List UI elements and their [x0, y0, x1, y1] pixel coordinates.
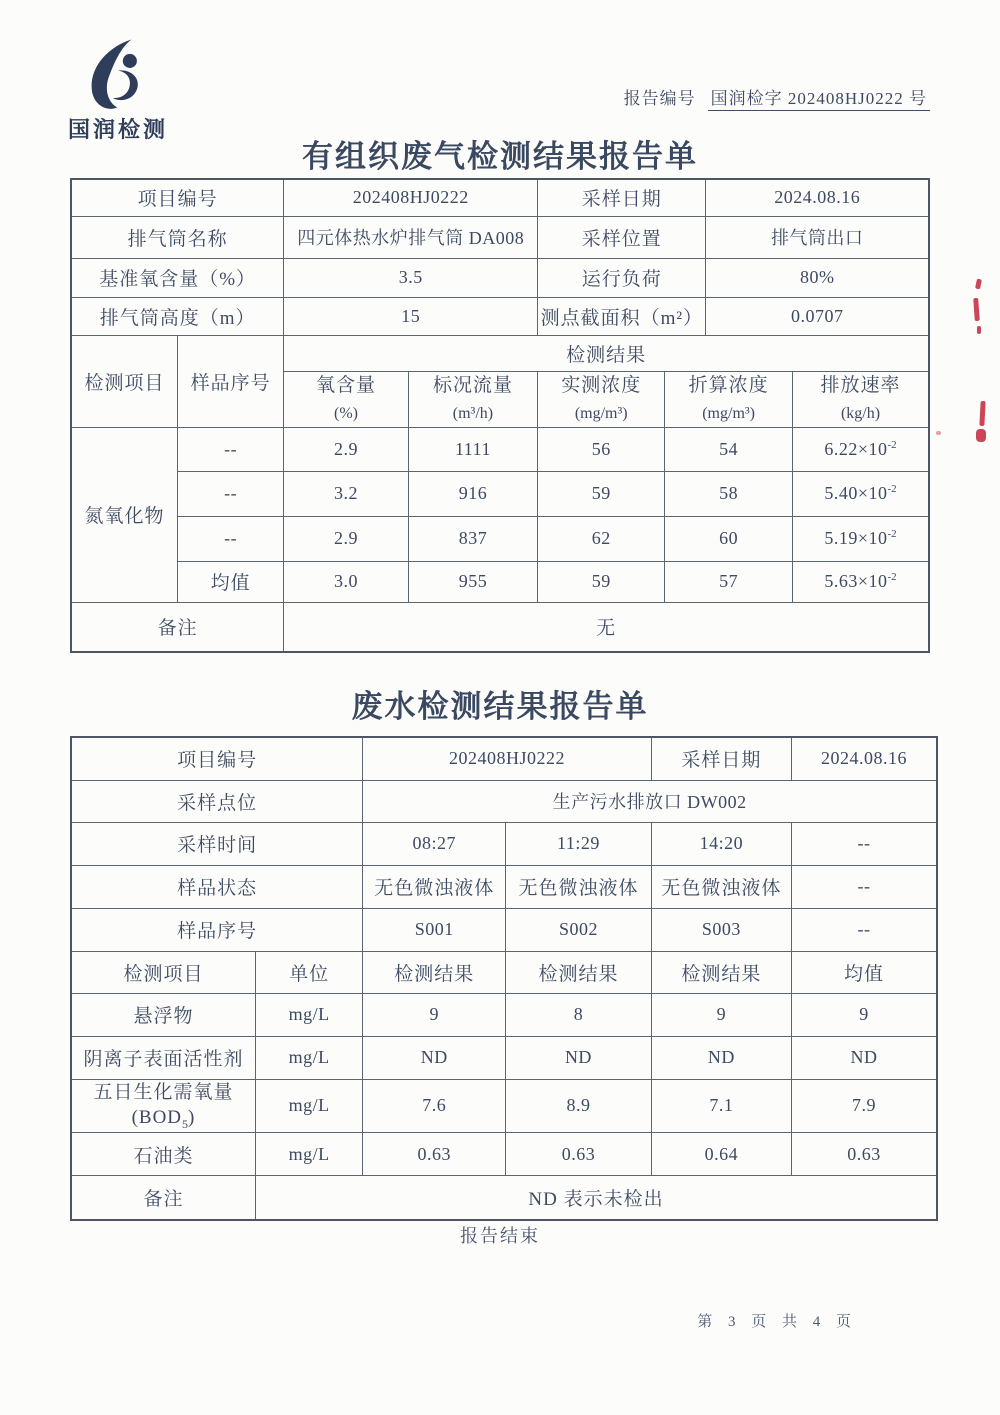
stamp-fragment: [936, 431, 941, 435]
param-unit: mg/L: [255, 1036, 362, 1079]
value-sample-date: 2024.08.16: [706, 179, 929, 216]
flow-value: 955: [408, 561, 538, 602]
report-number-label: 报告编号: [623, 89, 696, 108]
value-section-area: 0.0707: [706, 297, 929, 335]
oxygen-value: 3.0: [284, 561, 408, 602]
report-number-line: [624, 84, 930, 109]
table-row: [71, 1036, 937, 1079]
param-name: 阴离子表面活性剂: [71, 1036, 255, 1079]
sample-no: --: [177, 516, 283, 561]
bod-post: ): [188, 1107, 196, 1129]
oxygen-value: 2.9: [284, 427, 408, 471]
sample-no: S002: [506, 908, 651, 951]
result-value: 9: [363, 993, 506, 1036]
measured-value: 62: [538, 516, 665, 561]
param-name-line1: 五日生化需氧量: [93, 1081, 234, 1103]
sample-state: --: [791, 865, 937, 908]
label-sample-date: 采样日期: [651, 737, 791, 780]
col-header-result: 检测结果: [651, 951, 791, 993]
table-row: [71, 297, 929, 335]
rate-exponent: -2: [887, 483, 897, 495]
result-value: 0.64: [651, 1133, 791, 1176]
label-project-no: 项目编号: [71, 737, 363, 780]
mean-value: 0.63: [791, 1133, 937, 1176]
label-operating-load: 运行负荷: [538, 258, 706, 297]
col-header-rate: [793, 371, 929, 427]
result-value: ND: [651, 1036, 791, 1079]
param-name: [71, 1079, 255, 1133]
sample-state: 无色微浊液体: [363, 865, 506, 908]
oxygen-value: 3.2: [284, 471, 408, 516]
stamp-fragment: [975, 279, 982, 290]
flow-value: 916: [408, 471, 538, 516]
remark-value: 无: [284, 602, 929, 652]
mean-value: 9: [791, 993, 937, 1036]
report-end-text: 报告结束: [460, 1226, 540, 1246]
col-header-converted-name: 折算浓度: [688, 375, 769, 397]
stamp-fragment: [973, 298, 980, 321]
col-header-flow-unit: (m³/h): [452, 405, 494, 423]
rate-exponent: -2: [887, 438, 897, 451]
sample-state: 无色微浊液体: [506, 865, 651, 908]
converted-value: 57: [665, 561, 793, 602]
table-row: [71, 737, 937, 780]
mean-value: ND: [791, 1036, 937, 1079]
table-row: [71, 471, 929, 516]
col-header-result: 检测结果: [363, 951, 506, 993]
col-header-unit: 单位: [255, 951, 362, 993]
rate-value: [793, 427, 929, 471]
col-header-converted: [665, 371, 793, 427]
col-header-item: 检测项目: [71, 335, 177, 427]
table-row: [71, 865, 937, 908]
col-header-oxygen-unit: (%): [333, 405, 358, 423]
value-stack-height: 15: [284, 297, 538, 335]
param-unit: mg/L: [255, 993, 362, 1036]
flow-value: 837: [408, 516, 538, 561]
oxygen-value: 2.9: [284, 516, 408, 561]
value-stack-name: 四元体热水炉排气筒 DA008: [284, 216, 538, 258]
param-name-line2: [74, 1105, 253, 1132]
col-header-measured-name: 实测浓度: [561, 375, 642, 397]
table-row: [71, 1079, 937, 1133]
result-value: 8.9: [506, 1079, 651, 1133]
page-number: 第 3 页 共 4 页: [697, 1314, 857, 1330]
bod-subscript: 5: [182, 1116, 189, 1131]
sample-no-mean: 均值: [177, 561, 283, 602]
value-baseline-oxygen: 3.5: [284, 258, 538, 297]
result-value: ND: [363, 1036, 506, 1079]
result-value: 0.63: [363, 1133, 506, 1176]
col-header-converted-unit: (mg/m³): [702, 405, 756, 423]
result-value: 7.6: [363, 1079, 506, 1133]
col-header-rate-name: 排放速率: [820, 375, 901, 397]
sampling-time: 11:29: [506, 822, 651, 865]
converted-value: 60: [665, 516, 793, 561]
result-value: 9: [651, 993, 791, 1036]
water-report-table: [70, 736, 938, 1221]
table-row: [71, 427, 929, 471]
water-report-title: 废水检测结果报告单: [351, 689, 649, 724]
col-header-flow-name: 标况流量: [432, 375, 513, 397]
result-value: 8: [506, 993, 651, 1036]
sample-no: S001: [363, 908, 506, 951]
pollutant-name: 氮氧化物: [71, 427, 177, 602]
table-row: [71, 335, 929, 371]
gas-report-table: [70, 178, 930, 653]
report-number-value: 国润检字 202408HJ0222 号: [708, 89, 930, 111]
value-project-no: 202408HJ0222: [363, 737, 651, 780]
value-sample-position: 排气筒出口: [706, 216, 929, 258]
label-sampling-time: 采样时间: [71, 822, 363, 865]
rate-base: 6.22×10: [824, 438, 888, 459]
label-sample-date: 采样日期: [538, 179, 706, 216]
remark-value: ND 表示未检出: [255, 1176, 937, 1220]
value-sampling-point: 生产污水排放口 DW002: [363, 780, 937, 822]
gas-report-title: 有组织废气检测结果报告单: [302, 139, 698, 174]
rate-value: [793, 471, 929, 516]
rate-exponent: -2: [887, 571, 897, 583]
rate-base: 5.63×10: [824, 571, 888, 591]
label-stack-name: 排气筒名称: [71, 216, 284, 258]
value-operating-load: 80%: [706, 258, 929, 297]
label-sample-state: 样品状态: [71, 865, 363, 908]
measured-value: 59: [538, 471, 665, 516]
sampling-time: 14:20: [651, 822, 791, 865]
logo-swoosh-icon: [74, 38, 162, 112]
table-row: [71, 993, 937, 1036]
table-row: [71, 822, 937, 865]
col-header-item: 检测项目: [71, 951, 255, 993]
sample-state: 无色微浊液体: [651, 865, 791, 908]
table-row: [71, 561, 929, 602]
param-name: 石油类: [71, 1133, 255, 1176]
col-header-flow: [408, 371, 538, 427]
col-header-measured-unit: (mg/m³): [574, 405, 628, 423]
label-baseline-oxygen: 基准氧含量（%）: [71, 258, 284, 297]
table-row: [71, 516, 929, 561]
table-row: [71, 1133, 937, 1176]
table-row: [71, 258, 929, 297]
label-sampling-point: 采样点位: [71, 780, 363, 822]
sample-no: S003: [651, 908, 791, 951]
table-row: [71, 602, 929, 652]
table-row: [71, 1176, 937, 1220]
value-sample-date: 2024.08.16: [791, 737, 937, 780]
table-row: [71, 179, 929, 216]
converted-value: 58: [665, 471, 793, 516]
sampling-time: 08:27: [363, 822, 506, 865]
result-value: 7.1: [651, 1079, 791, 1133]
sample-no: --: [177, 427, 283, 471]
table-row: [71, 216, 929, 258]
col-header-measured: [538, 371, 665, 427]
label-stack-height: 排气筒高度（m）: [71, 297, 284, 335]
col-header-mean: 均值: [791, 951, 937, 993]
param-unit: mg/L: [255, 1133, 362, 1176]
table-row: [71, 908, 937, 951]
result-value: 0.63: [506, 1133, 651, 1176]
param-name: 悬浮物: [71, 993, 255, 1036]
value-project-no: 202408HJ0222: [284, 179, 538, 216]
label-project-no: 项目编号: [71, 179, 284, 216]
stamp-fragment: [977, 326, 981, 334]
converted-value: 54: [665, 427, 793, 471]
stamp-fragment: [979, 401, 985, 426]
company-logo: [56, 38, 180, 144]
col-header-sample-no: 样品序号: [177, 335, 283, 427]
rate-exponent: -2: [887, 528, 897, 540]
result-value: ND: [506, 1036, 651, 1079]
logo-text: 国润检测: [67, 117, 168, 142]
param-unit: mg/L: [255, 1079, 362, 1133]
label-sample-no: 样品序号: [71, 908, 363, 951]
results-section-header: 检测结果: [284, 335, 929, 371]
col-header-oxygen-name: 氧含量: [315, 375, 376, 397]
bod-pre: (BOD: [131, 1107, 183, 1129]
remark-label: 备注: [71, 602, 284, 652]
rate-base: 5.19×10: [824, 528, 888, 548]
table-row: [71, 780, 937, 822]
col-header-oxygen: [284, 371, 408, 427]
label-section-area: 测点截面积（m²）: [538, 297, 706, 335]
rate-value: [793, 516, 929, 561]
remark-label: 备注: [71, 1176, 255, 1220]
sampling-time: --: [791, 822, 937, 865]
measured-value: 59: [538, 561, 665, 602]
col-header-result: 检测结果: [506, 951, 651, 993]
sample-no: --: [177, 471, 283, 516]
col-header-rate-unit: (kg/h): [840, 405, 881, 423]
measured-value: 56: [538, 427, 665, 471]
stamp-fragment: [976, 429, 986, 442]
rate-base: 5.40×10: [824, 483, 888, 503]
sample-no: --: [791, 908, 937, 951]
flow-value: 1111: [408, 427, 538, 471]
table-row: [71, 951, 937, 993]
rate-value: [793, 561, 929, 602]
mean-value: 7.9: [791, 1079, 937, 1133]
label-sample-position: 采样位置: [538, 216, 706, 258]
